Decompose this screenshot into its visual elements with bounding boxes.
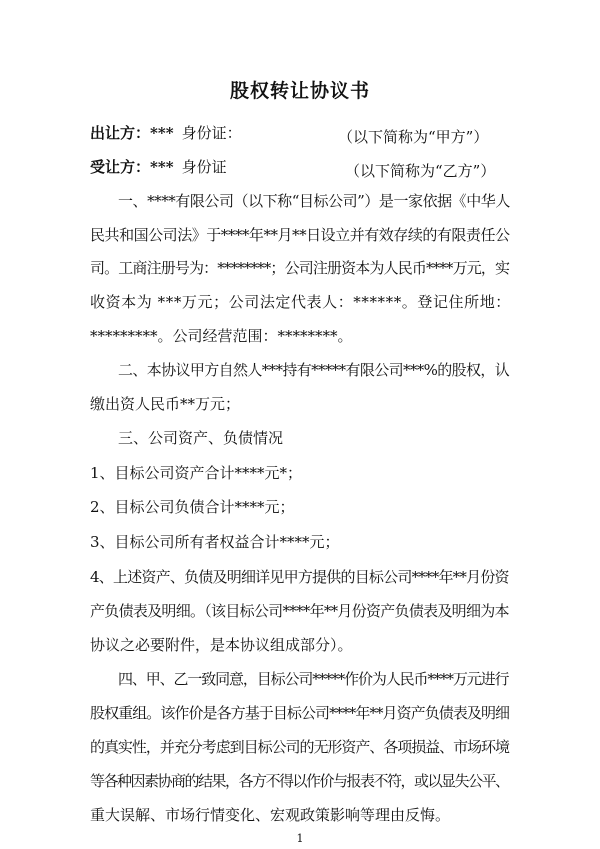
list-item: 1、目标公司资产合计****元*； [90,464,303,482]
body-line: *********。公司经营范围：********。 [90,327,353,345]
body-line: 重大误解、市场行情变化、宏观政策影响等理由反悔。 [90,806,451,824]
body-line: 司。工商注册号为：********；公司注册资本为人民币****万元，实 [90,259,510,277]
body-line: 缴出资人民币**万元； [90,395,241,413]
page-number: 1 [296,832,304,845]
list-item: 3、目标公司所有者权益合计****元； [90,533,340,551]
body-line: 二、本协议甲方自然人***持有*****有限公司***%的股权，认 [118,361,510,379]
body-line: 收资本为 ***万元；公司法定代表人：******。登记住所地： [90,293,511,311]
transferee-alias: （以下简称为“乙方”） [345,162,496,180]
body-line: 四、甲、乙一致同意，目标公司*****作价为人民币****万元进行 [118,670,509,688]
transferee-line [90,160,227,175]
body-line: 民共和国公司法》于****年**月**日设立并有效存续的有限责任公 [90,226,510,244]
body-line: 产负债表及明细。（该目标公司****年**月份资产负债表及明细为本 [90,602,509,620]
transferor-alias: （以下简称为“甲方”） [338,128,489,146]
transferor-role: 出让方： [90,124,151,142]
body-line: 协议之必要附件，是本协议组成部分）。 [90,636,353,654]
section-heading: 三、公司资产、负债情况 [118,429,284,447]
transferee-role: 受让方： [90,158,151,176]
body-line: 股权重组。该作价是各方基于目标公司****年**月资产负债表及明细 [90,704,510,722]
transferor-id-label: 身份证： [181,124,242,142]
transferee-name: *** [150,158,174,176]
transferee-id-label: 身份证 [181,158,227,176]
document-title: 股权转让协议书 [229,80,370,102]
body-line: 等各种因素协商的结果，各方不得以作价与报表不符，或以显失公平、 [90,772,509,790]
list-item: 2、目标公司负债合计****元； [90,498,295,516]
transferor-line [90,126,242,141]
body-line: 的真实性，并充分考虑到目标公司的无形资产、各项损益、市场环境 [90,738,509,756]
body-line: 一、****有限公司（以下称“目标公司”）是一家依据《中华人 [118,192,510,210]
transferor-name: *** [150,124,174,142]
list-item: 4、上述资产、负债及明细详见甲方提供的目标公司****年**月份资 [90,568,509,586]
